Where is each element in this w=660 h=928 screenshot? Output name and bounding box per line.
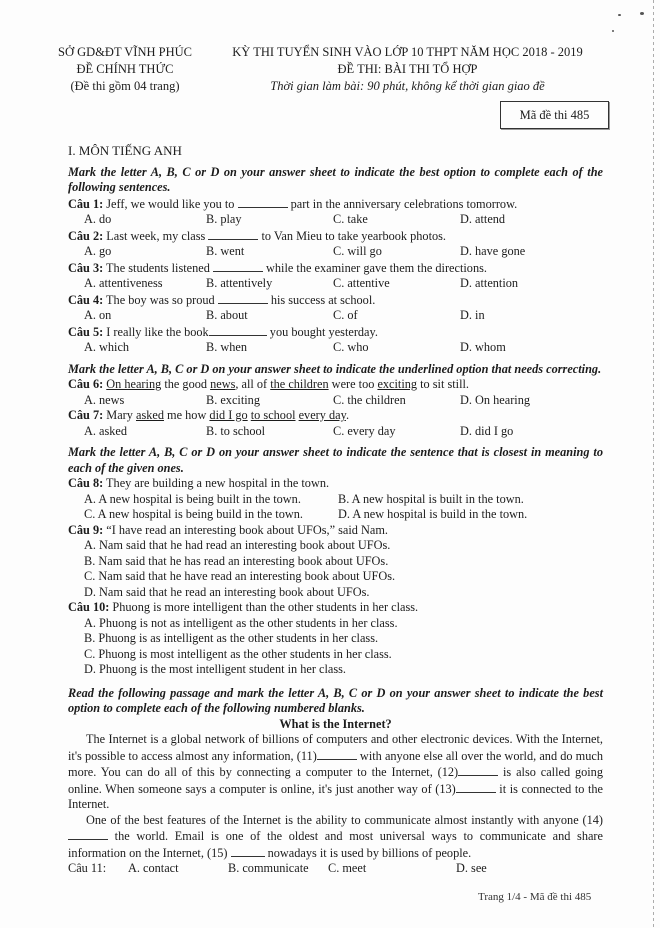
question-text: Last week, my class <box>106 228 206 243</box>
question-label: Câu 6: <box>68 377 104 391</box>
question-label: Câu 7: <box>68 408 104 422</box>
exam-code: Mã đề thi 485 <box>519 107 590 122</box>
answer-blank <box>209 324 267 336</box>
option-d: D. see <box>456 861 487 875</box>
question-label: Câu 2: <box>68 228 104 243</box>
question-text: The students listened <box>106 260 210 275</box>
option-b: B. communicate <box>228 861 309 875</box>
options-row <box>84 340 603 356</box>
underlined-phrase: On hearing <box>106 377 162 391</box>
option-c: C. meet <box>328 861 367 875</box>
underlined-phrase: did I go <box>209 408 248 422</box>
header-left <box>50 44 200 95</box>
option-d: D. in <box>460 308 485 322</box>
option-c: C. the children <box>333 392 406 407</box>
question-8 <box>68 476 603 523</box>
question-1 <box>68 196 603 228</box>
scan-speck <box>640 12 644 15</box>
answer-blank-15 <box>231 845 265 857</box>
option-a: A. attentiveness <box>84 276 163 290</box>
option-a: A. do <box>84 212 112 226</box>
question-text: , all of <box>235 377 271 391</box>
department-name: SỞ GD&ĐT VĨNH PHÚC <box>58 45 192 59</box>
question-label: Câu 1: <box>68 196 104 211</box>
options-row <box>84 393 603 409</box>
option-c: C. of <box>333 308 358 322</box>
option-d: D. attend <box>460 212 506 226</box>
exam-subject: ĐỀ THI: BÀI THI TỔ HỢP <box>337 62 478 76</box>
option-b: B. attentively <box>206 276 273 290</box>
question-label: Câu 8: <box>68 476 104 490</box>
option-d: D. whom <box>460 340 506 354</box>
option-b: B. exciting <box>206 392 260 407</box>
answer-blank-13 <box>456 781 496 793</box>
underlined-phrase: news <box>210 377 236 391</box>
option-d: D. Nam said that he read an interesting book about UFOs. <box>84 584 370 599</box>
part2-instruction: Mark the letter A, B, C or D on your answer sheet to indicate the underlined option that needs correcting. <box>68 361 602 376</box>
option-a: A. Phuong is not as intelligent as the other students in her class. <box>84 615 398 630</box>
passage-title: What is the Internet? <box>279 716 392 731</box>
option-d: D. Phuong is the most intelligent student in her class. <box>84 662 346 676</box>
options-row <box>84 308 603 324</box>
question-text: They are building a new hospital in the town. <box>106 476 330 490</box>
scan-speck <box>618 14 621 16</box>
option-a: A. A new hospital is being built in the town. <box>84 491 301 506</box>
passage-text: The Internet is a global network of billions of computers and other electronic devices. With the Internet, it's possible to access almost any information, (11) <box>68 732 603 763</box>
option-b: B. play <box>206 212 242 226</box>
option-b: B. went <box>206 244 245 258</box>
question-2 <box>68 228 603 260</box>
question-text: Jeff, we would like you to <box>106 196 235 211</box>
options-row <box>84 507 603 523</box>
option-a: A. asked <box>84 423 128 438</box>
time-limit: Thời gian làm bài: 90 phút, không kể thời gian giao đề <box>270 79 545 93</box>
question-9 <box>68 523 603 601</box>
option-d: D. attention <box>460 276 519 290</box>
question-label: Câu 9: <box>68 522 104 537</box>
option-b: B. Phuong is as intelligent as the other students in her class. <box>84 631 379 645</box>
option-a: A. news <box>84 392 125 407</box>
option-c: C. who <box>333 340 369 354</box>
question-text: “I have read an interesting book about UFOs,” said Nam. <box>106 522 388 537</box>
question-text: Mary <box>106 408 136 422</box>
passage-paragraph-1 <box>68 732 603 813</box>
option-b: B. about <box>206 308 248 322</box>
question-7 <box>68 408 603 439</box>
scan-edge <box>653 0 654 928</box>
option-d: D. A new hospital is build in the town. <box>338 507 528 521</box>
underlined-phrase: every day <box>298 408 346 422</box>
answer-blank-12 <box>458 764 498 776</box>
answer-blank-11 <box>317 748 357 760</box>
option-c: C. A new hospital is being build in the town. <box>84 507 303 521</box>
question-10 <box>68 600 603 678</box>
exam-code-box <box>500 101 609 129</box>
question-text: his success at school. <box>270 292 376 307</box>
option-a: A. on <box>84 308 112 322</box>
page-footer: Trang 1/4 - Mã đề thi 485 <box>478 891 592 903</box>
part3-instruction: Mark the letter A, B, C or D on your answer sheet to indicate the sentence that is closest in meaning to each of the given ones. <box>68 445 603 475</box>
question-label: Câu 10: <box>68 600 110 614</box>
answer-blank <box>218 292 268 304</box>
question-label: Câu 3: <box>68 260 104 275</box>
option-c: C. will go <box>333 244 382 258</box>
question-text: while the examiner gave them the directions. <box>266 260 487 275</box>
question-3 <box>68 260 603 292</box>
exam-body <box>68 133 603 877</box>
underlined-phrase: to school <box>250 408 296 422</box>
passage-text: One of the best features of the Internet is the ability to communicate almost instantly with anyone (14) <box>86 812 603 827</box>
answer-blank <box>208 228 258 240</box>
question-text: the good <box>161 377 211 391</box>
options-row <box>84 492 603 508</box>
part4-instruction: Read the following passage and mark the letter A, B, C or D on your answer sheet to indicate the best option to complete each of the following numbered blanks. <box>68 685 603 715</box>
option-a: A. Nam said that he had read an interesting book about UFOs. <box>84 538 391 552</box>
passage-text: with anyone else all over the world, and do much more. You can do all of this by connecting a computer to the Internet, (12) <box>68 748 603 779</box>
part1-instruction: Mark the letter A, B, C or D on your answer sheet to indicate the best option to complete each of the following sentences. <box>68 164 603 194</box>
option-a: A. go <box>84 244 112 258</box>
options-row <box>84 276 603 292</box>
option-d: D. On hearing <box>460 392 531 407</box>
section-title: I. MÔN TIẾNG ANH <box>68 143 182 158</box>
exam-title: KỲ THI TUYỂN SINH VÀO LỚP 10 THPT NĂM HỌC 2018 - 2019 <box>232 45 583 59</box>
passage-text: nowadays it is used by billions of people. <box>264 845 472 860</box>
answer-blank <box>213 260 263 272</box>
option-d: D. did I go <box>460 423 514 438</box>
option-c: C. Phuong is most intelligent as the other students in her class. <box>84 646 392 661</box>
passage-text: is also called going online. When someone says a computer is online, it's just another way of (13) <box>68 765 603 796</box>
question-text: Phuong is more intelligent than the other students in her class. <box>112 600 419 614</box>
options-row <box>84 212 603 228</box>
option-b: B. when <box>206 340 247 354</box>
question-text: . <box>345 408 350 422</box>
option-b: B. to school <box>206 423 266 438</box>
question-text: you bought yesterday. <box>269 324 378 339</box>
question-text: part in the anniversary celebrations tomorrow. <box>290 196 518 211</box>
option-a: A. which <box>84 340 130 354</box>
option-d: D. have gone <box>460 244 526 258</box>
question-text: me how <box>163 408 210 422</box>
passage-text: it is connected to the Internet. <box>68 781 604 811</box>
options-row <box>84 424 603 440</box>
question-6 <box>68 377 603 408</box>
question-text: were too <box>328 377 378 391</box>
option-b: B. Nam said that he has read an interesting book about UFOs. <box>84 553 389 568</box>
underlined-phrase: asked <box>135 408 164 422</box>
option-c: C. Nam said that he have read an interesting book about UFOs. <box>84 569 396 583</box>
official-label: ĐỀ CHÍNH THỨC <box>76 62 174 76</box>
underlined-phrase: the children <box>270 377 329 391</box>
question-4 <box>68 292 603 324</box>
option-a: A. contact <box>128 861 179 875</box>
question-11 <box>68 861 603 877</box>
option-b: B. A new hospital is built in the town. <box>338 491 524 506</box>
question-text: to Van Mieu to take yearbook photos. <box>261 228 446 243</box>
passage-text: the world. Email is one of the oldest and most universal ways to communicate and share information on the Internet, (15) <box>68 829 603 860</box>
underlined-phrase: exciting <box>377 377 418 391</box>
question-label: Câu 5: <box>68 324 104 339</box>
answer-blank-14 <box>68 828 108 840</box>
header-right <box>210 44 605 95</box>
question-label: Câu 4: <box>68 292 104 307</box>
question-label: Câu 11: <box>68 861 107 875</box>
page-count-note: (Đề thi gồm 04 trang) <box>70 79 180 93</box>
answer-blank <box>238 196 288 208</box>
options-row <box>84 244 603 260</box>
question-text: The boy was so proud <box>106 292 215 307</box>
question-5 <box>68 324 603 356</box>
passage-paragraph-2 <box>68 813 603 862</box>
scan-speck <box>612 30 614 32</box>
option-c: C. attentive <box>333 276 390 290</box>
option-c: C. every day <box>333 423 396 438</box>
option-c: C. take <box>333 212 368 226</box>
question-text: to sit still. <box>417 377 469 391</box>
question-text: I really like the book <box>106 324 209 339</box>
